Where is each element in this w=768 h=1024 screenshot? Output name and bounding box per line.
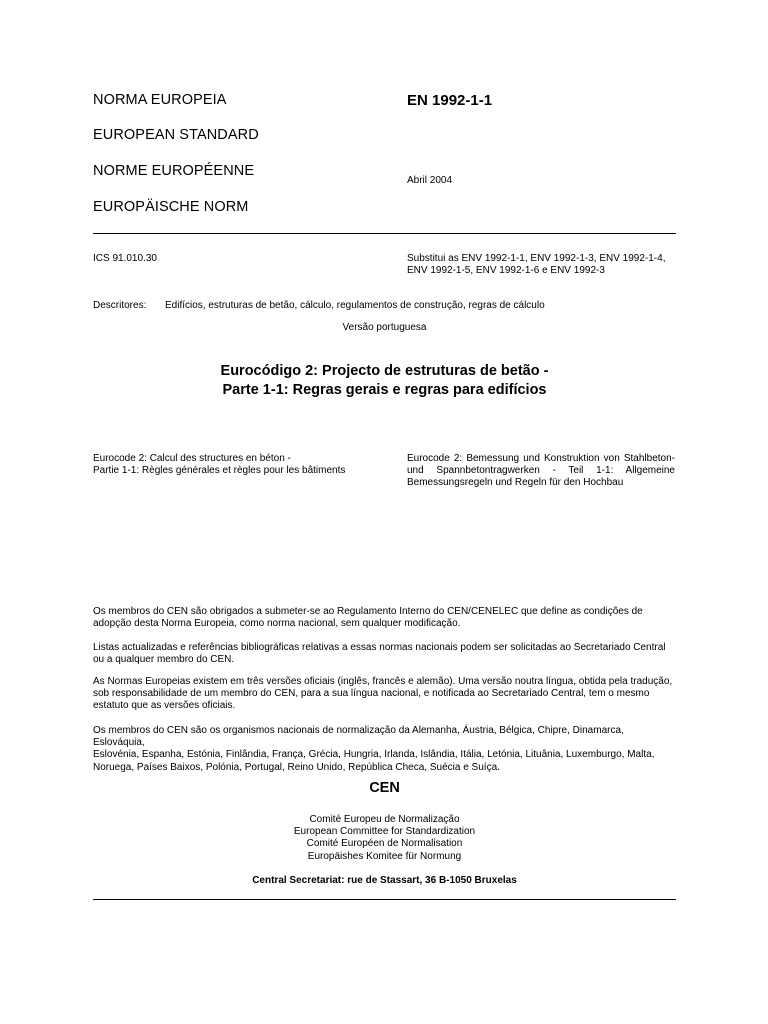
title-french-line: Eurocode 2: Calcul des structures en béton -: [93, 453, 291, 464]
supersedes-line: ENV 1992-1-5, ENV 1992-1-6 e ENV 1992-3: [407, 265, 605, 276]
descriptors-label: Descritores:: [93, 300, 147, 311]
central-secretariat-address: Central Secretariat: rue de Stassart, 36 B-1050 Bruxelas: [252, 875, 517, 886]
paragraph-line: ou a qualquer membro do CEN.: [93, 654, 235, 666]
paragraph-line: estatuto que as versões oficiais.: [93, 700, 236, 712]
cen-name-de: Europäishes Komitee für Normung: [307, 850, 462, 862]
standard-name-pt: NORMA EUROPEIA: [93, 92, 227, 108]
title-french-line: Partie 1-1: Règles générales et règles pour les bâtiments: [93, 465, 346, 476]
cen-name-fr: Comité Européen de Normalisation: [306, 838, 463, 850]
paragraph-line: As Normas Europeias existem em três versões oficiais (inglês, francês e alemão). Uma versão noutra língua, obtida pela tradução,: [93, 676, 673, 687]
title-line-2: Parte 1-1: Regras gerais e regras para edifícios: [222, 382, 547, 398]
paragraph-line: Noruega, Países Baixos, Polónia, Portugal, Reino Unido, República Checa, Suécia e Suíça.: [93, 761, 500, 773]
version-label: Versão portuguesa: [342, 322, 427, 333]
cen-names: [93, 814, 676, 863]
paragraph-line: adopção desta Norma Europeia, como norma nacional, sem qualquer modificação.: [93, 618, 461, 630]
paragraph-lists: [93, 642, 676, 666]
paragraph-line: Eslovénia, Espanha, Estónia, Finlândia, França, Grécia, Hungria, Irlanda, Islândia, Itália, Letónia, Lituânia, Luxemburgo, Malta,: [93, 749, 655, 761]
supersedes-note: [407, 253, 677, 277]
descriptors-text: Edifícios, estruturas de betão, cálculo, regulamentos de construção, regras de cálculo: [165, 300, 545, 311]
cen-name-pt: Comité Europeu de Normalização: [309, 814, 460, 825]
divider-top: [93, 233, 676, 234]
supersedes-line: Substitui as ENV 1992-1-1, ENV 1992-1-3, ENV 1992-1-4,: [407, 253, 666, 264]
standard-number: EN 1992-1-1: [407, 92, 493, 109]
paragraph-line: Os membros do CEN são obrigados a submeter-se ao Regulamento Interno do CEN/CENELEC que define as condições de: [93, 606, 643, 617]
title-line-1: Eurocódigo 2: Projecto de estruturas de betão -: [220, 363, 549, 379]
paragraph-members: [93, 725, 676, 774]
title-german: Eurocode 2: Bemessung und Konstruktion von Stahlbeton- und Spannbetontragwerken - Teil 1-1: Allgemeine Bemessungsregeln und Regeln für den Hochbau: [407, 453, 675, 488]
ics-code: ICS 91.010.30: [93, 253, 157, 264]
paragraph-line: Os membros do CEN são os organismos nacionais de normalização da Alemanha, Áustria, Bélgica, Chipre, Dinamarca, Eslováquia,: [93, 725, 624, 749]
cen-acronym: CEN: [369, 780, 400, 796]
paragraph-versions: [93, 676, 676, 713]
publication-date: Abril 2004: [407, 175, 453, 186]
paragraph-line: Listas actualizadas e referências bibliográficas relativas a essas normas nacionais podem ser solicitadas ao Secretariado Central: [93, 642, 666, 653]
standard-name-fr: NORME EUROPÉENNE: [93, 163, 255, 179]
paragraph-line: sob responsabilidade de um membro do CEN, para a sua língua nacional, e notificada ao Secretariado Central, tem o mesmo: [93, 688, 650, 700]
paragraph-obligations: [93, 606, 676, 630]
standard-name-en: EUROPEAN STANDARD: [93, 127, 259, 143]
cen-name-en: European Committee for Standardization: [293, 826, 476, 838]
document-title: [93, 362, 676, 400]
standard-name-de: EUROPÄISCHE NORM: [93, 199, 249, 215]
divider-bottom: [93, 899, 676, 900]
title-french: [93, 453, 383, 477]
